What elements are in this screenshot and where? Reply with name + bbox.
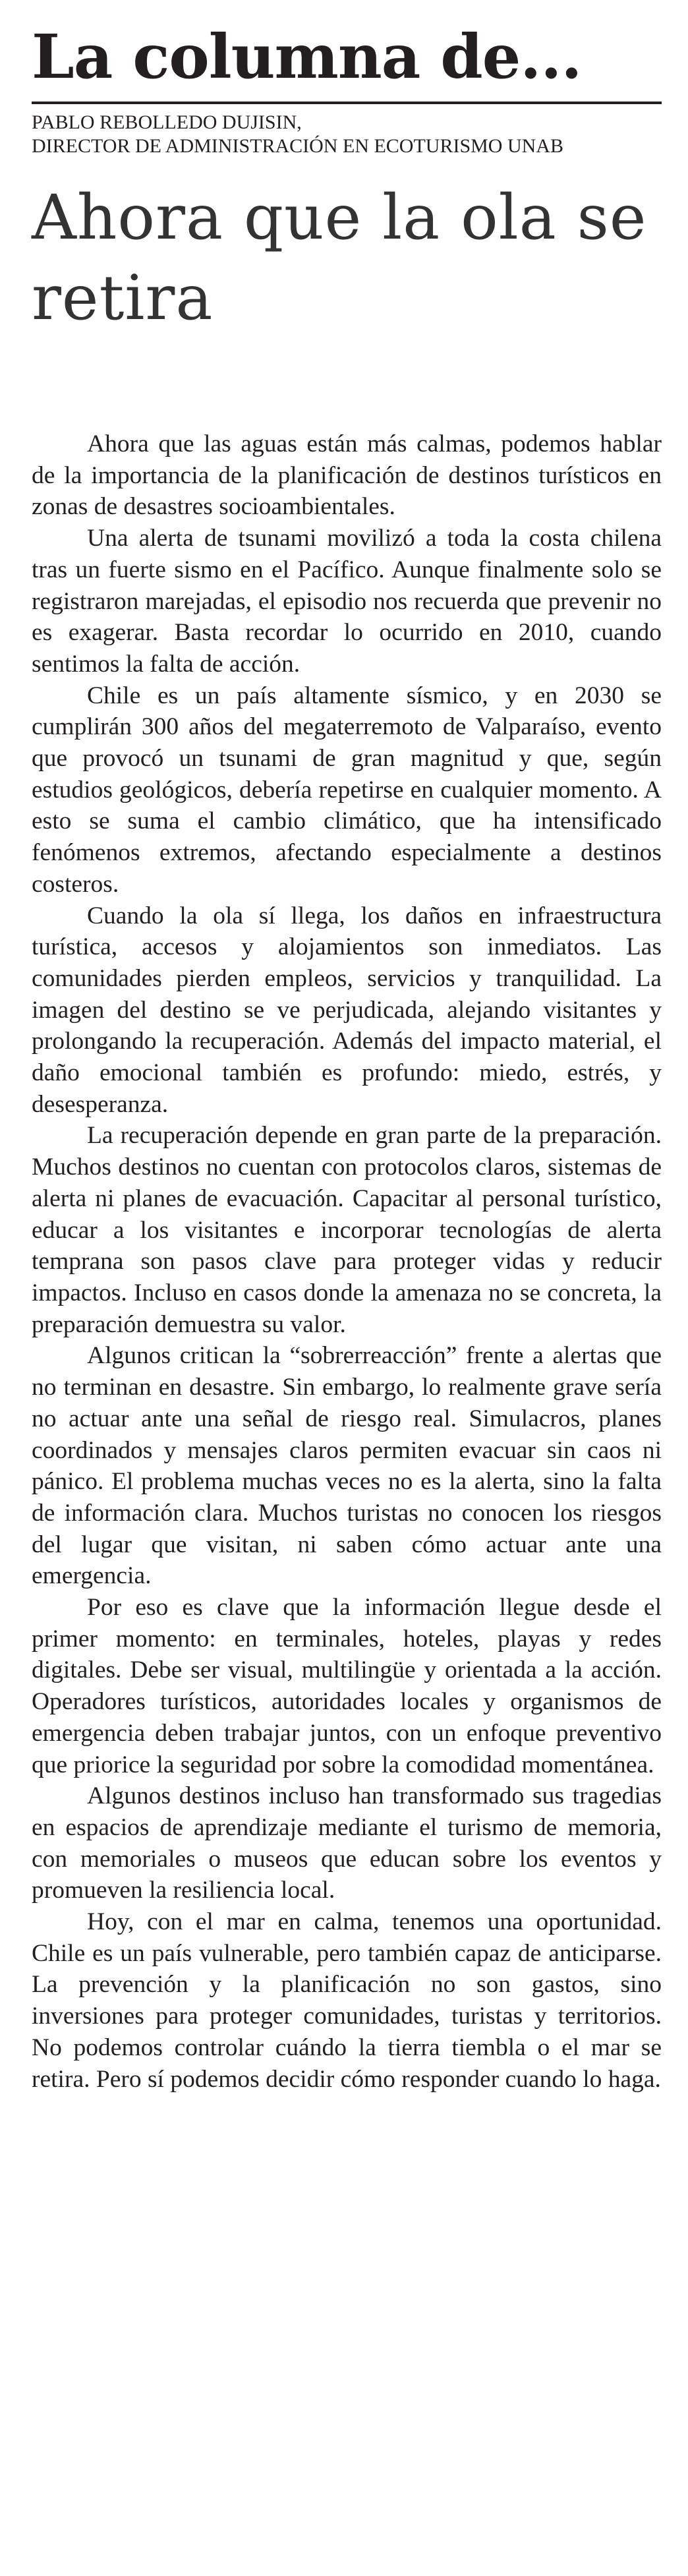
paragraph: Algunos critican la “sobrerreacción” frente a alertas que no terminan en desastre. Sin embargo, lo realmente grave sería no actuar ante una señal de riesgo real. Simulacros, planes coordinados y mensajes claros permiten evacuar sin caos ni pánico. El problema muchas veces no es la alerta, sino la falta de información clara. Muchos turistas no conocen los riesgos del lugar que visitan, ni saben cómo actuar ante una emergencia. [32, 1342, 662, 1590]
paragraph: Por eso es clave que la información llegue desde el primer momento: en terminales, hoteles, playas y redes digitales. Debe ser visual, multilingüe y orientada a la acción. Operadores turísticos, autoridades locales y organismos de emergencia deben trabajar juntos, con un enfoque preventivo que priorice la seguridad por sobre la comodidad momentánea. [32, 1594, 662, 1778]
paragraph: Una alerta de tsunami movilizó a toda la costa chilena tras un fuerte sismo en el Pacífico. Aunque finalmente solo se registraron marejadas, el episodio nos recuerda que prevenir no es exagerar. Basta recordar lo ocurrido en 2010, cuando sentimos la falta de acción. [32, 525, 662, 678]
paragraph: Ahora que las aguas están más calmas, podemos hablar de la importancia de la planificación de destinos turísticos en zonas de desastres socioambientales. [32, 430, 662, 521]
paragraph: Hoy, con el mar en calma, tenemos una oportunidad. Chile es un país vulnerable, pero también capaz de anticiparse. La prevención y la planificación no son gastos, sino inversiones para proteger comunidades, turistas y territorios. No podemos controlar cuándo la tierra tiembla o el mar se retira. Pero sí podemos decidir cómo responder cuando lo haga. [32, 1908, 662, 2093]
paragraph: Cuando la ola sí llega, los daños en infraestructura turística, accesos y alojamientos son inmediatos. Las comunidades pierden empleos, servicios y tranquilidad. La imagen del destino se ve perjudicada, alejando visitantes y prolongando la recuperación. Además del impacto material, el daño emocional también es profundo: miedo, estrés, y desesperanza. [32, 902, 662, 1118]
author-name: PABLO REBOLLEDO DUJISIN, [32, 111, 302, 133]
title-rule [32, 102, 662, 104]
paragraph: Chile es un país altamente sísmico, y en 2030 se cumplirán 300 años del megaterremoto de Valparaíso, evento que provocó un tsunami de gran magnitud y que, según estudios geológicos, debería repetirse en cualquier momento. A esto se suma el cambio climático, que ha intensificado fenómenos extremos, afectando especialmente a destinos costeros. [32, 682, 662, 898]
article-headline: Ahora que la ola se retira [32, 182, 647, 334]
section-title: La columna de... [32, 21, 582, 92]
paragraph: Algunos destinos incluso han transformado sus tragedias en espacios de aprendizaje mediante el turismo de memoria, con memoriales o museos que educan sobre los eventos y promueven la resiliencia local. [32, 1782, 662, 1904]
article-body [32, 428, 662, 2095]
author-role: DIRECTOR DE ADMINISTRACIÓN EN ECOTURISMO UNAB [32, 135, 563, 157]
paragraph: La recuperación depende en gran parte de la preparación. Muchos destinos no cuentan con protocolos claros, sistemas de alerta ni planes de evacuación. Capacitar al personal turístico, educar a los visitantes e incorporar tecnologías de alerta temprana son pasos clave para proteger vidas y reducir impactos. Incluso en casos donde la amenaza no se concreta, la preparación demuestra su valor. [32, 1122, 662, 1338]
